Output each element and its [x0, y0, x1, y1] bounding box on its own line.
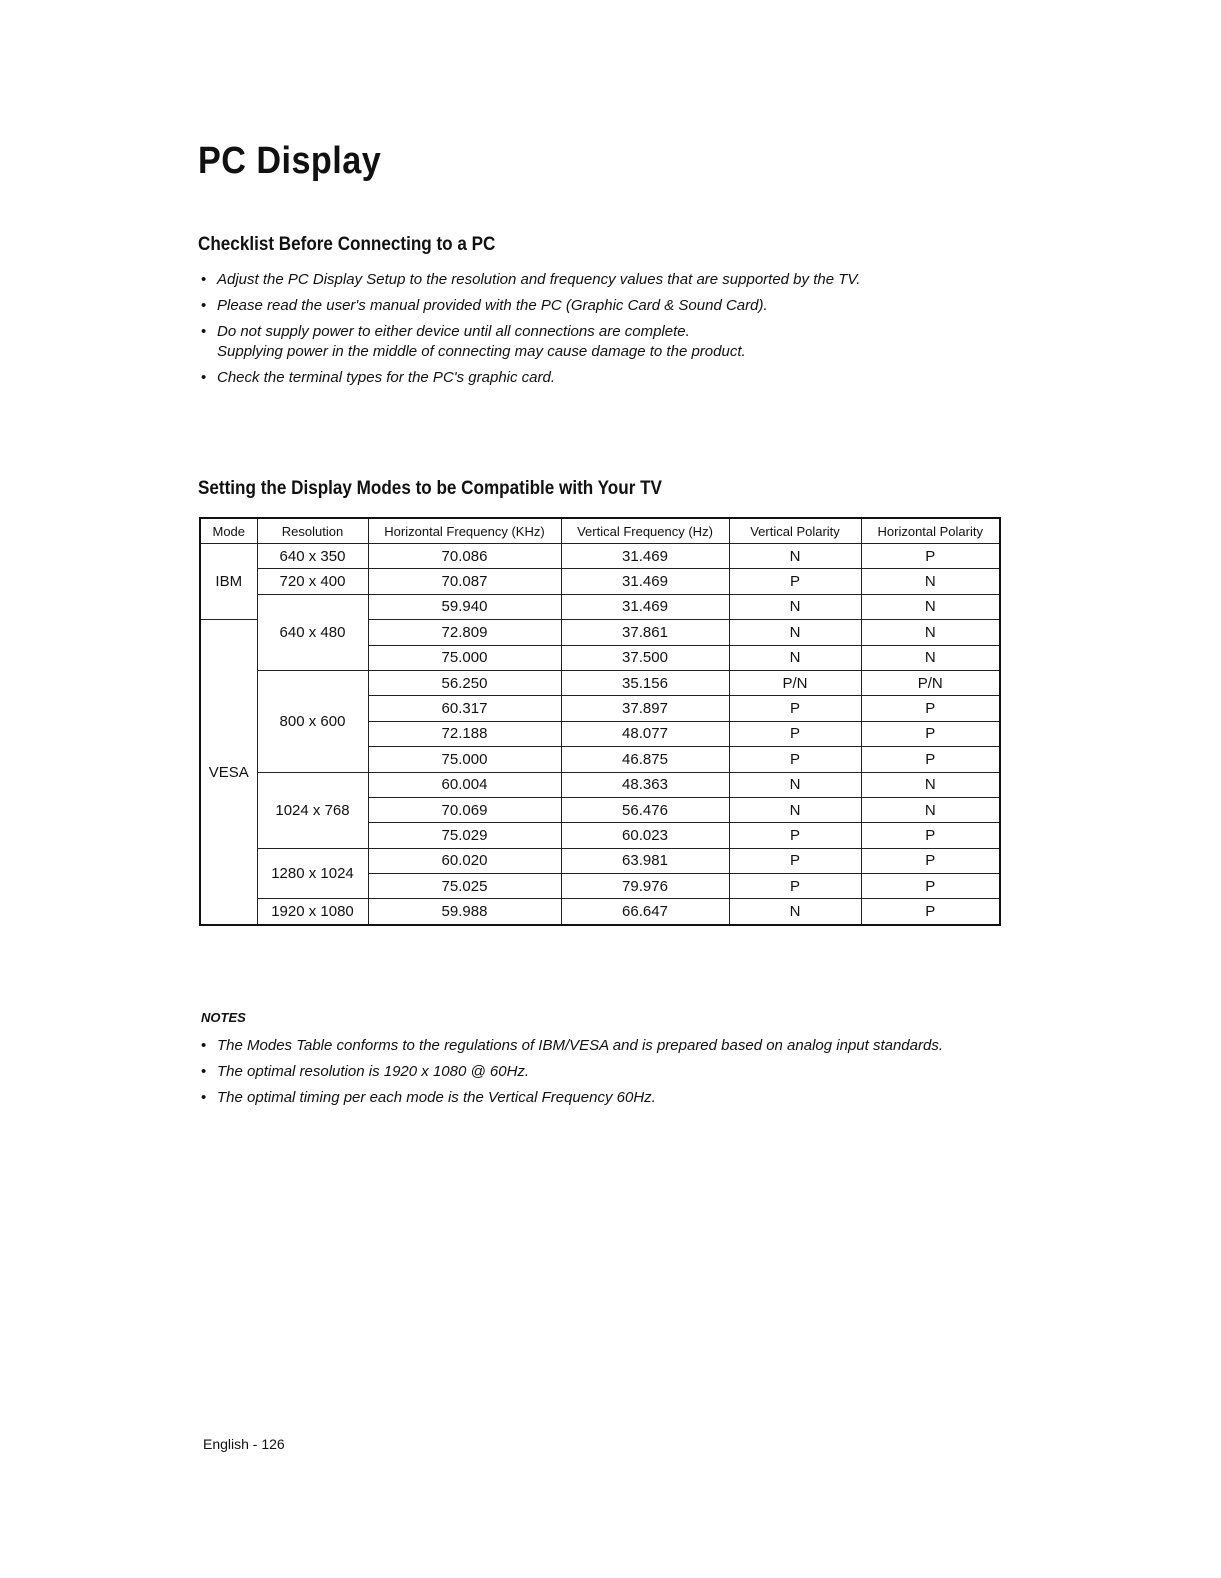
- h-freq-cell: 75.025: [368, 874, 561, 899]
- h-polarity-cell: P: [861, 874, 1000, 899]
- checklist-list: [198, 270, 998, 394]
- bullet-icon: •: [201, 323, 207, 340]
- h-polarity-cell: N: [861, 594, 1000, 619]
- notes-heading: NOTES: [201, 1010, 246, 1025]
- table-row: [200, 670, 1000, 695]
- h-freq-cell: 75.000: [368, 747, 561, 772]
- mode-cell-vesa: VESA: [200, 620, 257, 925]
- h-freq-cell: 75.029: [368, 823, 561, 848]
- h-polarity-cell: N: [861, 772, 1000, 797]
- checklist-item-text: Adjust the PC Display Setup to the resolution and frequency values that are supported by the TV.: [217, 271, 861, 288]
- v-freq-cell: 37.500: [561, 645, 729, 670]
- resolution-cell: 720 x 400: [257, 569, 368, 594]
- checklist-item-text: Do not supply power to either device until all connections are complete.: [217, 323, 690, 340]
- display-modes-heading: Setting the Display Modes to be Compatible with Your TV: [198, 478, 662, 499]
- table-row: [200, 848, 1000, 873]
- v-polarity-cell: P: [729, 569, 861, 594]
- v-freq-cell: 31.469: [561, 544, 729, 569]
- v-freq-cell: 37.861: [561, 620, 729, 645]
- h-polarity-cell: P: [861, 696, 1000, 721]
- h-freq-cell: 59.988: [368, 899, 561, 925]
- h-polarity-cell: P: [861, 544, 1000, 569]
- note-item: [198, 1088, 998, 1108]
- h-freq-cell: 72.188: [368, 721, 561, 746]
- v-polarity-cell: P: [729, 721, 861, 746]
- h-freq-cell: 70.087: [368, 569, 561, 594]
- h-polarity-cell: N: [861, 569, 1000, 594]
- h-polarity-cell: N: [861, 797, 1000, 822]
- v-freq-cell: 48.077: [561, 721, 729, 746]
- resolution-cell: 640 x 350: [257, 544, 368, 569]
- table-row: [200, 569, 1000, 594]
- v-polarity-cell: P: [729, 823, 861, 848]
- checklist-item-text: Please read the user's manual provided with the PC (Graphic Card & Sound Card).: [217, 297, 768, 314]
- v-freq-cell: 63.981: [561, 848, 729, 873]
- h-freq-cell: 75.000: [368, 645, 561, 670]
- header-horizontal-frequency: Horizontal Frequency (KHz): [368, 518, 561, 544]
- resolution-cell: 1920 x 1080: [257, 899, 368, 925]
- checklist-item: [198, 368, 998, 388]
- v-freq-cell: 46.875: [561, 747, 729, 772]
- v-polarity-cell: N: [729, 645, 861, 670]
- v-polarity-cell: N: [729, 899, 861, 925]
- resolution-cell: 1280 x 1024: [257, 848, 368, 899]
- note-item-text: The optimal timing per each mode is the Vertical Frequency 60Hz.: [217, 1089, 656, 1106]
- resolution-cell: 640 x 480: [257, 594, 368, 670]
- resolution-cell: 1024 x 768: [257, 772, 368, 848]
- v-freq-cell: 79.976: [561, 874, 729, 899]
- table-row: [200, 544, 1000, 569]
- h-polarity-cell: P: [861, 721, 1000, 746]
- display-modes-table: [199, 517, 1001, 926]
- bullet-icon: •: [201, 271, 207, 288]
- checklist-item: [198, 296, 998, 316]
- table-header-row: [200, 518, 1000, 544]
- checklist-heading: Checklist Before Connecting to a PC: [198, 234, 496, 255]
- table-row: [200, 899, 1000, 925]
- note-item: [198, 1036, 998, 1056]
- v-polarity-cell: N: [729, 594, 861, 619]
- table-row: [200, 772, 1000, 797]
- checklist-item: [198, 322, 998, 362]
- v-polarity-cell: P: [729, 848, 861, 873]
- v-freq-cell: 56.476: [561, 797, 729, 822]
- h-freq-cell: 70.086: [368, 544, 561, 569]
- checklist-item: [198, 270, 998, 290]
- v-freq-cell: 37.897: [561, 696, 729, 721]
- v-freq-cell: 31.469: [561, 594, 729, 619]
- resolution-cell: 800 x 600: [257, 670, 368, 772]
- v-polarity-cell: P: [729, 696, 861, 721]
- bullet-icon: •: [201, 1037, 207, 1054]
- mode-cell-ibm: IBM: [200, 544, 257, 620]
- v-polarity-cell: P: [729, 874, 861, 899]
- h-polarity-cell: P/N: [861, 670, 1000, 695]
- h-polarity-cell: N: [861, 645, 1000, 670]
- header-horizontal-polarity: Horizontal Polarity: [861, 518, 1000, 544]
- checklist-item-text: Supplying power in the middle of connecting may cause damage to the product.: [217, 343, 746, 360]
- bullet-icon: •: [201, 1063, 207, 1080]
- h-polarity-cell: P: [861, 823, 1000, 848]
- h-freq-cell: 60.004: [368, 772, 561, 797]
- v-polarity-cell: P: [729, 747, 861, 772]
- page-footer: English - 126: [203, 1436, 285, 1452]
- v-polarity-cell: N: [729, 797, 861, 822]
- header-resolution: Resolution: [257, 518, 368, 544]
- header-vertical-polarity: Vertical Polarity: [729, 518, 861, 544]
- bullet-icon: •: [201, 1089, 207, 1106]
- h-freq-cell: 59.940: [368, 594, 561, 619]
- header-mode: Mode: [200, 518, 257, 544]
- header-vertical-frequency: Vertical Frequency (Hz): [561, 518, 729, 544]
- h-freq-cell: 72.809: [368, 620, 561, 645]
- v-polarity-cell: N: [729, 620, 861, 645]
- note-item-text: The optimal resolution is 1920 x 1080 @ 60Hz.: [217, 1063, 530, 1080]
- note-item-text: The Modes Table conforms to the regulations of IBM/VESA and is prepared based on analog input standards.: [217, 1037, 943, 1054]
- v-polarity-cell: N: [729, 772, 861, 797]
- bullet-icon: •: [201, 297, 207, 314]
- table-row: [200, 594, 1000, 619]
- v-freq-cell: 35.156: [561, 670, 729, 695]
- h-freq-cell: 56.250: [368, 670, 561, 695]
- v-polarity-cell: P/N: [729, 670, 861, 695]
- page-title: PC Display: [198, 140, 382, 182]
- h-freq-cell: 60.020: [368, 848, 561, 873]
- v-freq-cell: 31.469: [561, 569, 729, 594]
- h-polarity-cell: N: [861, 620, 1000, 645]
- h-freq-cell: 70.069: [368, 797, 561, 822]
- note-item: [198, 1062, 998, 1082]
- h-freq-cell: 60.317: [368, 696, 561, 721]
- v-polarity-cell: N: [729, 544, 861, 569]
- v-freq-cell: 60.023: [561, 823, 729, 848]
- v-freq-cell: 48.363: [561, 772, 729, 797]
- checklist-item-text: Check the terminal types for the PC's graphic card.: [217, 369, 556, 386]
- v-freq-cell: 66.647: [561, 899, 729, 925]
- h-polarity-cell: P: [861, 747, 1000, 772]
- notes-list: [198, 1036, 998, 1114]
- h-polarity-cell: P: [861, 899, 1000, 925]
- h-polarity-cell: P: [861, 848, 1000, 873]
- bullet-icon: •: [201, 369, 207, 386]
